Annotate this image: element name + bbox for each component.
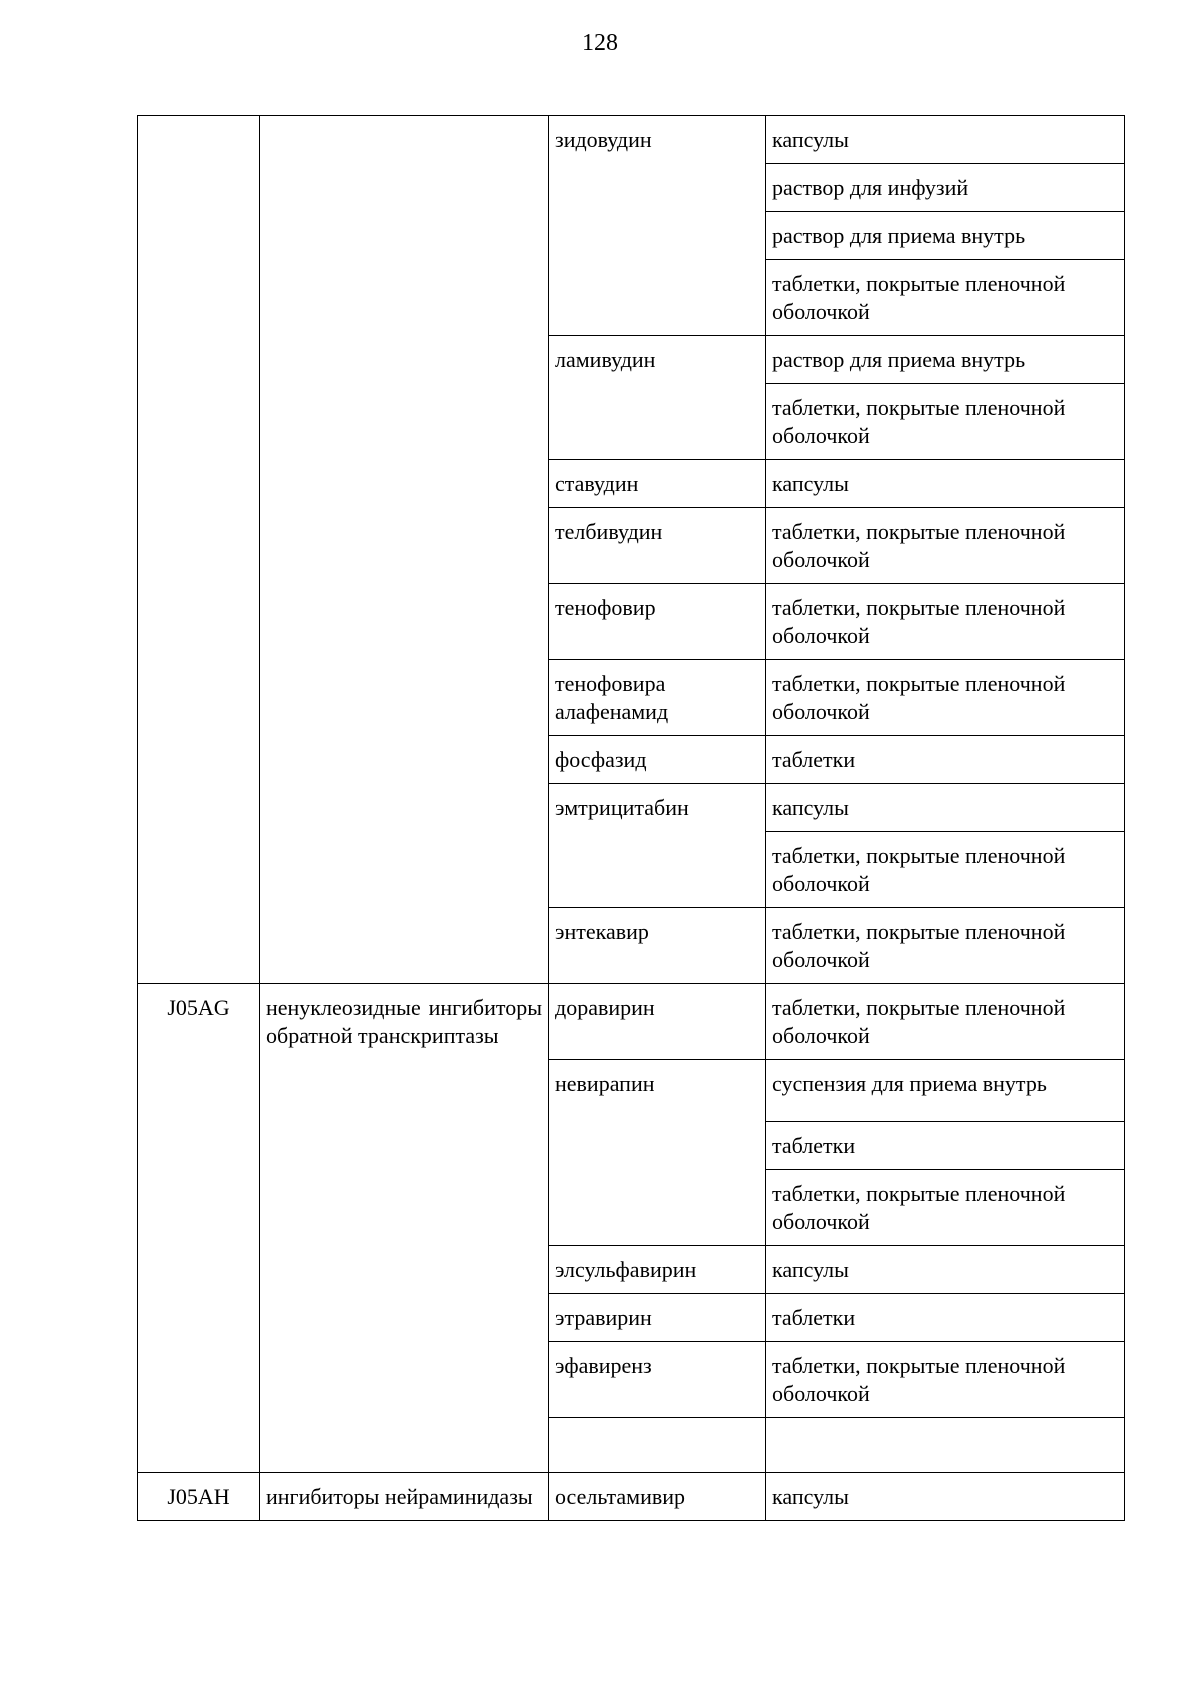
drug-name-cell: ставудин (549, 460, 766, 508)
table-row (138, 116, 1125, 164)
dosage-form-cell (766, 1418, 1125, 1473)
dosage-form-cell: таблетки, покрытые пленочной оболочкой (766, 832, 1125, 908)
dosage-form-cell: таблетки (766, 736, 1125, 784)
dosage-form-cell: таблетки (766, 1294, 1125, 1342)
group-name-cell: ненуклеозидные ингибиторы обратной транскриптазы (260, 984, 549, 1473)
dosage-form-cell: раствор для инфузий (766, 164, 1125, 212)
drug-name-cell: фосфазид (549, 736, 766, 784)
drug-table (137, 115, 1125, 1521)
group-name-cell: ингибиторы нейраминидазы (260, 1473, 549, 1521)
dosage-form-cell: таблетки, покрытые пленочной оболочкой (766, 1342, 1125, 1418)
drug-name-cell: ламивудин (549, 336, 766, 460)
drug-name-cell: эмтрицитабин (549, 784, 766, 908)
atc-code-cell: J05AG (138, 984, 260, 1473)
drug-name-cell: невирапин (549, 1060, 766, 1246)
dosage-form-cell: суспензия для приема внутрь (766, 1060, 1125, 1122)
dosage-form-cell: таблетки, покрытые пленочной оболочкой (766, 384, 1125, 460)
dosage-form-cell: таблетки (766, 1122, 1125, 1170)
dosage-form-cell: таблетки, покрытые пленочной оболочкой (766, 908, 1125, 984)
drug-name-cell: тенофовира алафенамид (549, 660, 766, 736)
table-row (138, 1473, 1125, 1521)
dosage-form-cell: таблетки, покрытые пленочной оболочкой (766, 508, 1125, 584)
drug-name-cell: зидовудин (549, 116, 766, 336)
dosage-form-cell: капсулы (766, 1246, 1125, 1294)
dosage-form-cell: раствор для приема внутрь (766, 336, 1125, 384)
drug-name-cell: эфавиренз (549, 1342, 766, 1418)
group-name-cell (260, 116, 549, 984)
dosage-form-cell: раствор для приема внутрь (766, 212, 1125, 260)
dosage-form-cell: таблетки, покрытые пленочной оболочкой (766, 260, 1125, 336)
page-number: 128 (582, 30, 618, 56)
dosage-form-cell: таблетки, покрытые пленочной оболочкой (766, 584, 1125, 660)
atc-code-cell (138, 116, 260, 984)
dosage-form-cell: таблетки, покрытые пленочной оболочкой (766, 1170, 1125, 1246)
drug-name-cell: телбивудин (549, 508, 766, 584)
drug-name-cell: доравирин (549, 984, 766, 1060)
drug-name-cell: осельтамивир (549, 1473, 766, 1521)
drug-name-cell: элсульфавирин (549, 1246, 766, 1294)
drug-name-cell: этравирин (549, 1294, 766, 1342)
dosage-form-cell: капсулы (766, 1473, 1125, 1521)
drug-name-cell (549, 1418, 766, 1473)
dosage-form-cell: капсулы (766, 784, 1125, 832)
dosage-form-cell: капсулы (766, 116, 1125, 164)
atc-code-cell: J05AH (138, 1473, 260, 1521)
dosage-form-cell: капсулы (766, 460, 1125, 508)
drug-name-cell: энтекавир (549, 908, 766, 984)
dosage-form-cell: таблетки, покрытые пленочной оболочкой (766, 660, 1125, 736)
table-row (138, 984, 1125, 1060)
drug-name-cell: тенофовир (549, 584, 766, 660)
dosage-form-cell: таблетки, покрытые пленочной оболочкой (766, 984, 1125, 1060)
table-body (138, 116, 1125, 1521)
